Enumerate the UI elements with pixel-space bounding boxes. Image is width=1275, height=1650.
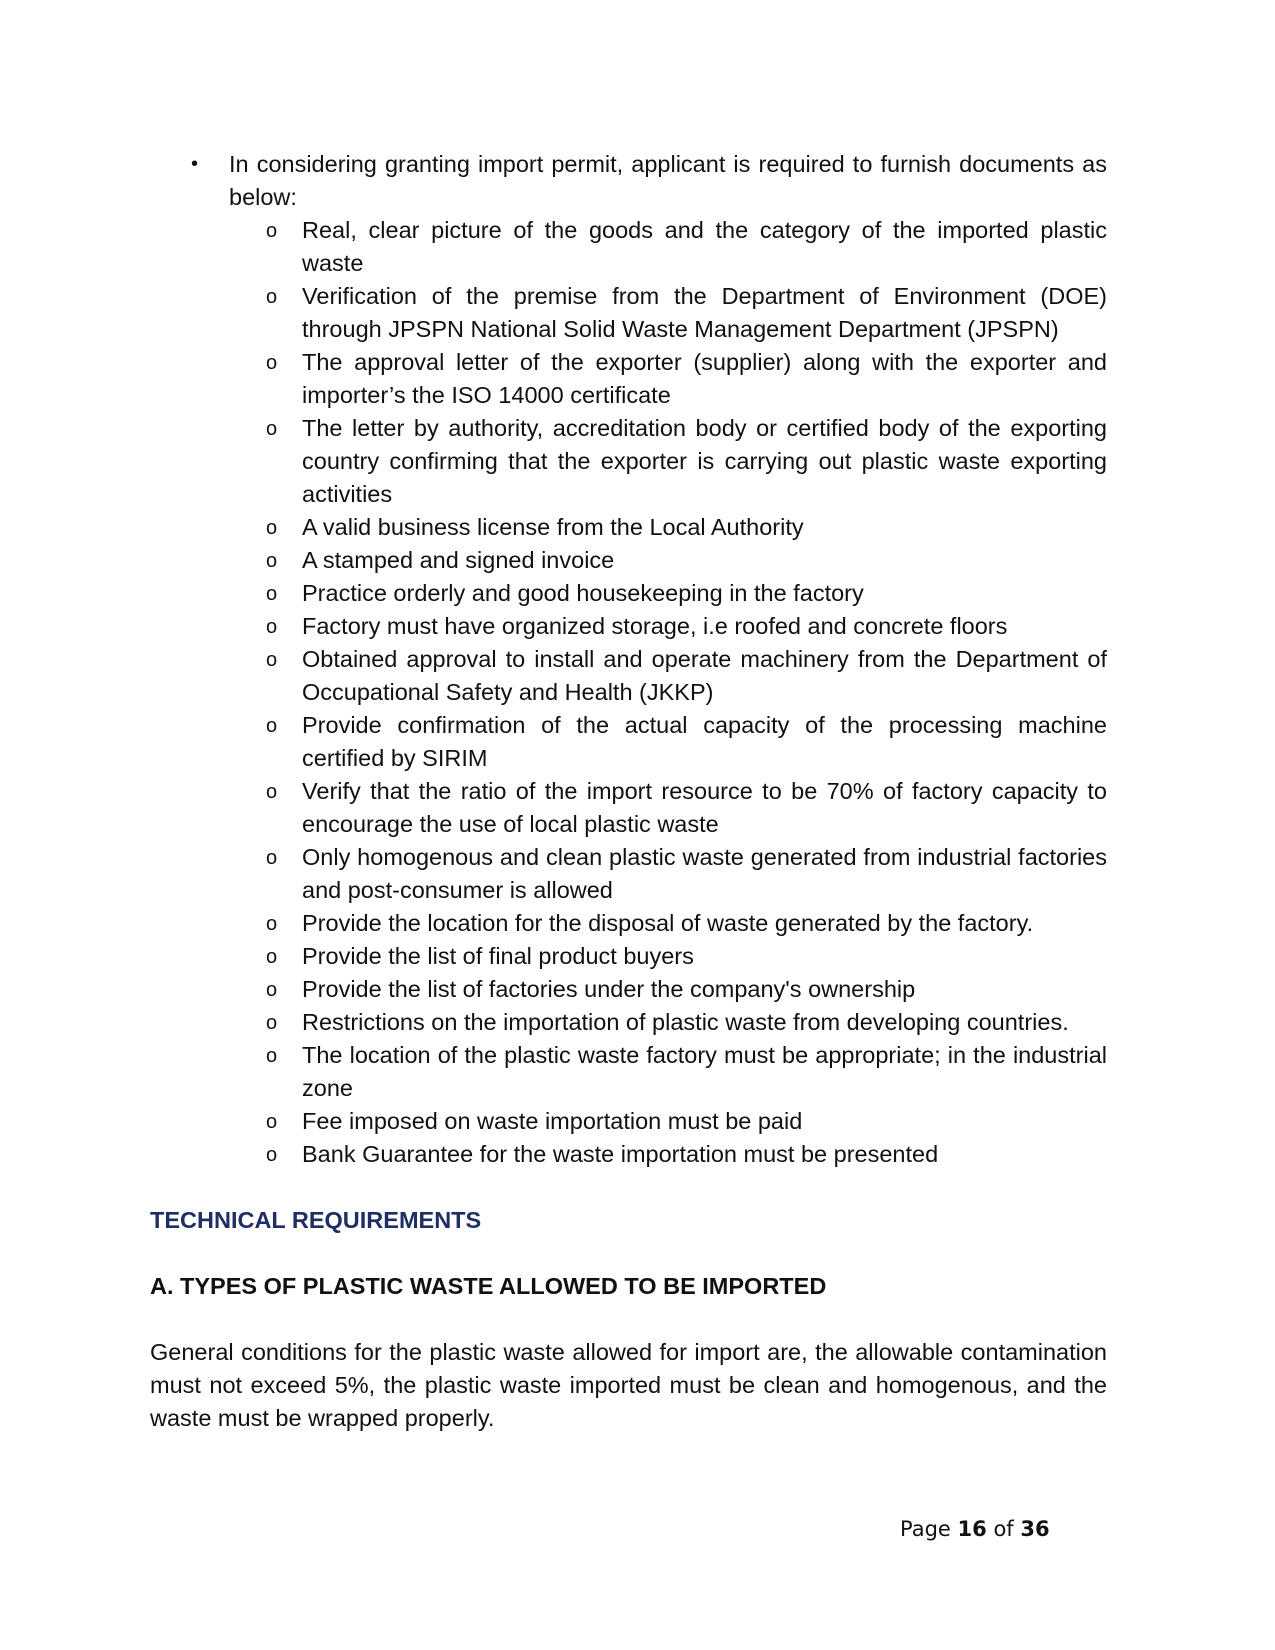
list-item: [229, 577, 1107, 610]
sub-bullet-marker: o: [266, 781, 278, 803]
requirement-text: Restrictions on the importation of plastic waste from developing countries.: [302, 1009, 1069, 1035]
sub-bullet-marker: o: [266, 517, 278, 539]
list-item: [229, 643, 1107, 709]
sub-bullet-marker: o: [266, 286, 278, 308]
requirement-text: Practice orderly and good housekeeping in the factory: [302, 580, 864, 606]
requirement-text: Fee imposed on waste importation must be paid: [302, 1108, 803, 1134]
page-content: [150, 148, 1107, 1435]
sub-bullet-marker: o: [266, 1012, 278, 1034]
sub-bullet-marker: o: [266, 946, 278, 968]
list-item: [229, 907, 1107, 940]
sub-bullet-marker: o: [266, 418, 278, 440]
bullet-marker: •: [191, 153, 199, 175]
list-item: [150, 148, 1107, 1171]
total-pages: 36: [1020, 1517, 1050, 1541]
bullet-list: [150, 148, 1107, 1171]
page-number: [900, 1515, 1050, 1543]
sub-bullet-marker: o: [266, 1111, 278, 1133]
current-page: 16: [957, 1517, 987, 1541]
requirement-text: Obtained approval to install and operate machinery from the Department of Occupational Safety and Health (JKKP): [302, 646, 1107, 705]
list-item: [229, 214, 1107, 280]
list-item: [229, 1138, 1107, 1171]
requirement-text: Provide confirmation of the actual capacity of the processing machine certified by SIRIM: [302, 712, 1107, 771]
page-word: Page: [900, 1517, 951, 1541]
list-item: [229, 610, 1107, 643]
list-item: [229, 280, 1107, 346]
requirement-text: Verify that the ratio of the import resource to be 70% of factory capacity to encourage the use of local plastic waste: [302, 778, 1107, 837]
list-item: [229, 511, 1107, 544]
sub-bullet-marker: o: [266, 550, 278, 572]
body-paragraph: General conditions for the plastic waste allowed for import are, the allowable contamination must not exceed 5%, the plastic waste imported must be clean and homogenous, and the waste must be wrapped properly.: [150, 1339, 1107, 1431]
list-item: [229, 346, 1107, 412]
requirements-list: [229, 214, 1107, 1171]
list-item: [229, 973, 1107, 1006]
requirement-text: Only homogenous and clean plastic waste generated from industrial factories and post-consumer is allowed: [302, 844, 1107, 903]
requirement-text: Verification of the premise from the Department of Environment (DOE) through JPSPN National Solid Waste Management Department (JPSPN): [302, 283, 1107, 342]
sub-bullet-marker: o: [266, 352, 278, 374]
list-item: [229, 841, 1107, 907]
sub-bullet-marker: o: [266, 715, 278, 737]
sub-bullet-marker: o: [266, 847, 278, 869]
sub-bullet-marker: o: [266, 1144, 278, 1166]
bullet-text: In considering granting import permit, applicant is required to furnish documents as below:: [229, 151, 1107, 210]
requirement-text: A valid business license from the Local Authority: [302, 514, 804, 540]
sub-bullet-marker: o: [266, 913, 278, 935]
list-item: [229, 709, 1107, 775]
list-item: [229, 775, 1107, 841]
requirement-text: Provide the list of factories under the company's ownership: [302, 976, 916, 1002]
list-item: [229, 544, 1107, 577]
requirement-text: Provide the list of final product buyers: [302, 943, 694, 969]
list-item: [229, 412, 1107, 511]
sub-bullet-marker: o: [266, 1045, 278, 1067]
list-item: [229, 940, 1107, 973]
sub-bullet-marker: o: [266, 649, 278, 671]
sub-bullet-marker: o: [266, 220, 278, 242]
sub-bullet-marker: o: [266, 979, 278, 1001]
list-item: [229, 1039, 1107, 1105]
requirement-text: A stamped and signed invoice: [302, 547, 615, 573]
sub-bullet-marker: o: [266, 583, 278, 605]
sub-bullet-marker: o: [266, 616, 278, 638]
sub-heading: A. TYPES OF PLASTIC WASTE ALLOWED TO BE IMPORTED: [150, 1273, 827, 1299]
list-item: [229, 1105, 1107, 1138]
list-item: [229, 1006, 1107, 1039]
requirement-text: The location of the plastic waste factory must be appropriate; in the industrial zone: [302, 1042, 1107, 1101]
requirement-text: Real, clear picture of the goods and the category of the imported plastic waste: [302, 217, 1107, 276]
requirement-text: The approval letter of the exporter (supplier) along with the exporter and importer’s the ISO 14000 certificate: [302, 349, 1107, 408]
of-word: of: [993, 1517, 1014, 1541]
requirement-text: Bank Guarantee for the waste importation must be presented: [302, 1141, 939, 1167]
requirement-text: Provide the location for the disposal of waste generated by the factory.: [302, 910, 1034, 936]
requirement-text: Factory must have organized storage, i.e roofed and concrete floors: [302, 613, 1008, 639]
requirement-text: The letter by authority, accreditation body or certified body of the exporting country confirming that the exporter is carrying out plastic waste exporting activities: [302, 415, 1107, 507]
section-heading: TECHNICAL REQUIREMENTS: [150, 1207, 482, 1233]
